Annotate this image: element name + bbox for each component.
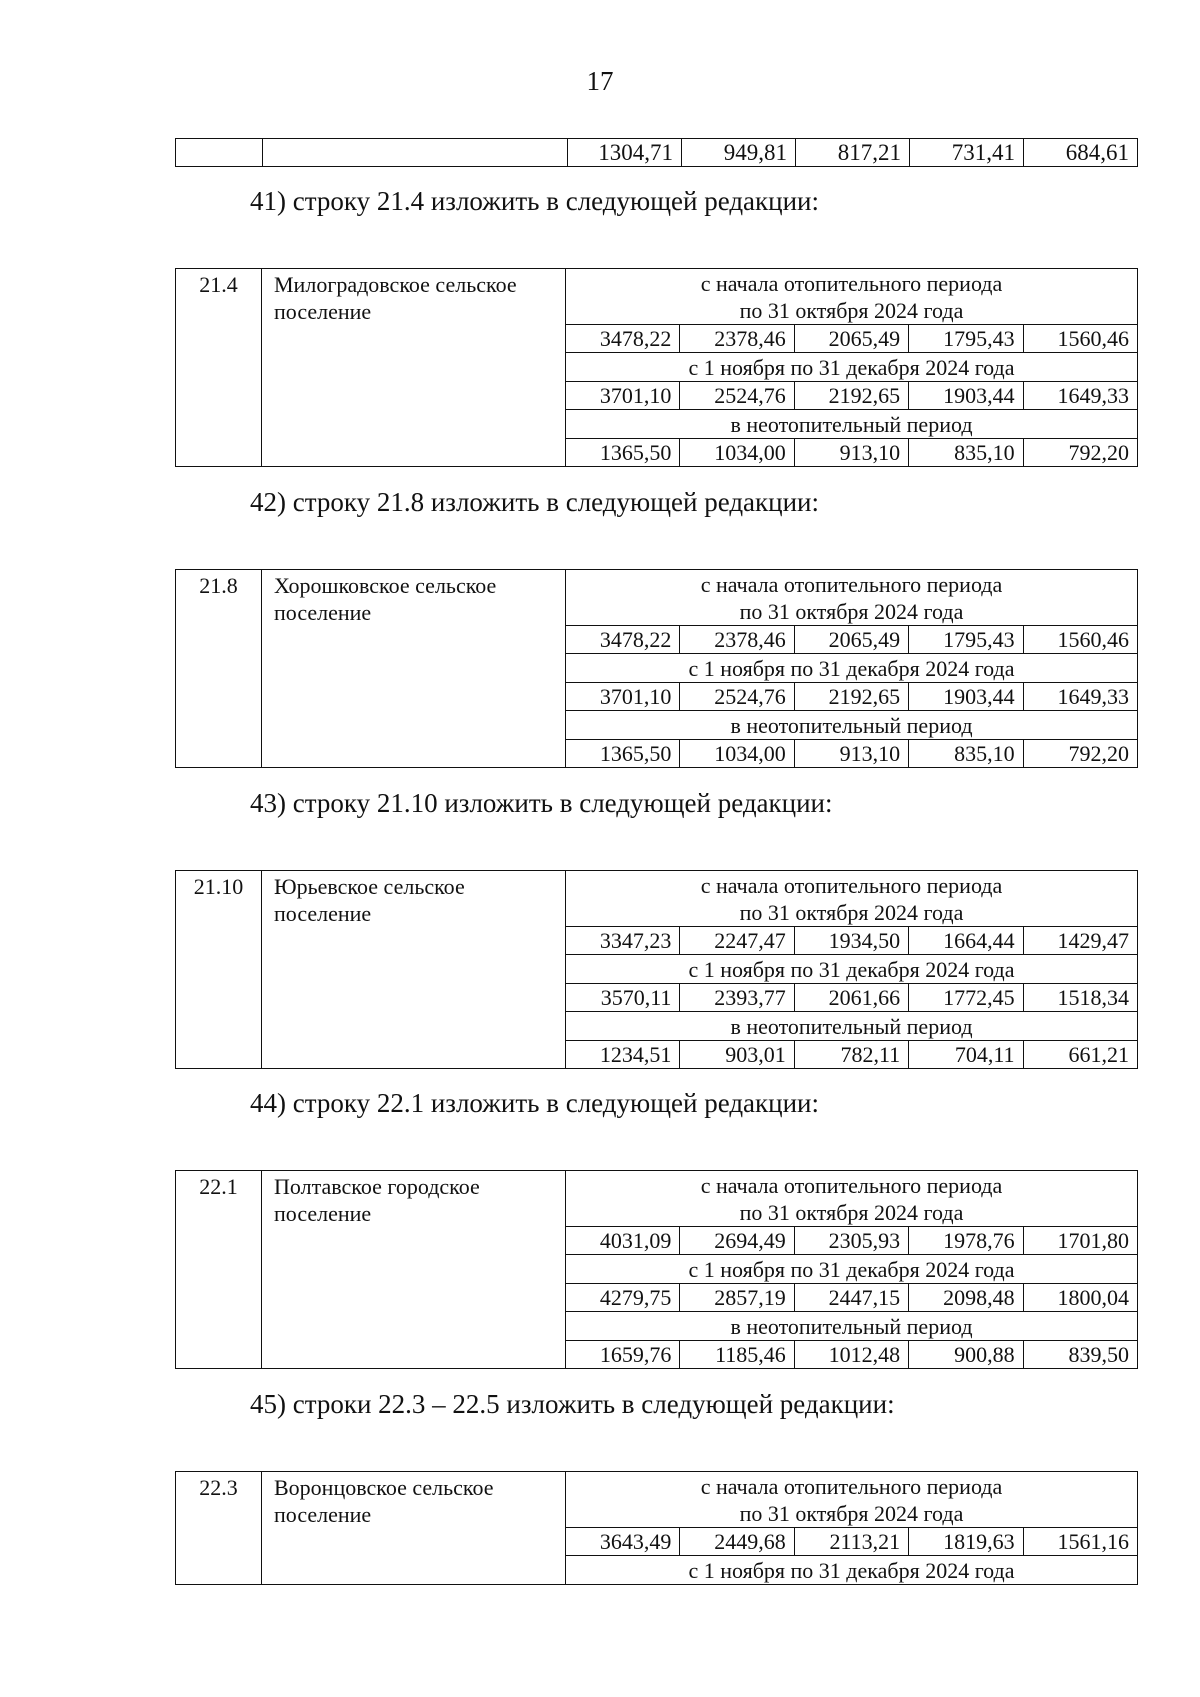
settlement-name [262, 1472, 566, 1585]
value-cell: 1518,34 [1023, 984, 1137, 1012]
value-cell: 2694,49 [680, 1227, 794, 1255]
value-cell: 3478,22 [566, 626, 680, 654]
period-line2: по 31 октября 2024 года [739, 599, 964, 624]
period-line1: с начала отопительного периода [700, 271, 1003, 296]
value-cell: 1903,44 [909, 382, 1023, 410]
period-heating-start [566, 269, 1138, 325]
period-nov-dec: с 1 ноября по 31 декабря 2024 года [566, 353, 1138, 382]
value-cell: 1304,71 [568, 139, 682, 166]
value-cell: 3701,10 [566, 683, 680, 711]
settlement-name-line1: Милоградовское сельское [274, 272, 517, 297]
value-cell: 2065,49 [794, 325, 908, 353]
value-cell: 1800,04 [1023, 1284, 1137, 1312]
period-non-heating: в неотопительный период [566, 410, 1138, 439]
instruction-43: 43) строку 21.10 изложить в следующей редакции: [250, 788, 833, 818]
value-cell: 1772,45 [909, 984, 1023, 1012]
settlement-name [262, 269, 566, 467]
value-cell: 792,20 [1023, 439, 1137, 467]
settlement-name-line2: поселение [274, 299, 372, 324]
value-cell: 949,81 [682, 139, 796, 166]
period-nov-dec: с 1 ноября по 31 декабря 2024 года [566, 1255, 1138, 1284]
settlement-name-line2: поселение [274, 1201, 372, 1226]
table-21-10 [175, 870, 1138, 1069]
settlement-name-line1: Юрьевское сельское [274, 874, 465, 899]
value-cell: 3478,22 [566, 325, 680, 353]
period-heating-start [566, 871, 1138, 927]
row-number: 21.10 [176, 871, 262, 1069]
value-cell: 2449,68 [680, 1528, 794, 1556]
value-cell: 835,10 [909, 740, 1023, 768]
value-cell: 2061,66 [794, 984, 908, 1012]
instruction-44: 44) строку 22.1 изложить в следующей редакции: [250, 1088, 820, 1118]
value-cell: 4031,09 [566, 1227, 680, 1255]
value-cell: 1234,51 [566, 1041, 680, 1069]
continuation-values [568, 139, 1137, 166]
value-cell: 1034,00 [680, 740, 794, 768]
value-cell: 1795,43 [909, 325, 1023, 353]
value-cell: 2247,47 [680, 927, 794, 955]
period-line1: с начала отопительного периода [700, 873, 1003, 898]
value-cell: 913,10 [794, 439, 908, 467]
row-number: 22.3 [176, 1472, 262, 1585]
settlement-name-line1: Полтавское городское [274, 1174, 480, 1199]
period-heating-start [566, 570, 1138, 626]
settlement-name-line1: Хорошковское сельское [274, 573, 497, 598]
value-cell: 2113,21 [794, 1528, 908, 1556]
value-cell: 1185,46 [680, 1341, 794, 1369]
value-cell: 2065,49 [794, 626, 908, 654]
value-cell: 2378,46 [680, 626, 794, 654]
settlement-name-line1: Воронцовское сельское [274, 1475, 494, 1500]
value-cell: 839,50 [1023, 1341, 1137, 1369]
value-cell: 1795,43 [909, 626, 1023, 654]
value-cell: 900,88 [909, 1341, 1023, 1369]
period-line2: по 31 октября 2024 года [739, 298, 964, 323]
period-line2: по 31 октября 2024 года [739, 900, 964, 925]
value-cell: 1903,44 [909, 683, 1023, 711]
value-cell: 2524,76 [680, 382, 794, 410]
settlement-name-line2: поселение [274, 1502, 372, 1527]
value-cell: 2192,65 [794, 683, 908, 711]
value-cell: 3643,49 [566, 1528, 680, 1556]
value-cell: 1659,76 [566, 1341, 680, 1369]
value-cell: 2524,76 [680, 683, 794, 711]
period-non-heating: в неотопительный период [566, 1012, 1138, 1041]
value-cell: 1560,46 [1023, 325, 1137, 353]
value-cell: 1365,50 [566, 439, 680, 467]
value-cell: 782,11 [794, 1041, 908, 1069]
instruction-45: 45) строки 22.3 – 22.5 изложить в следующей редакции: [250, 1389, 895, 1419]
continuation-num-cell [176, 139, 263, 166]
continuation-name-cell [263, 139, 568, 166]
period-line2: по 31 октября 2024 года [739, 1200, 964, 1225]
period-non-heating: в неотопительный период [566, 1312, 1138, 1341]
value-cell: 704,11 [909, 1041, 1023, 1069]
value-cell: 2857,19 [680, 1284, 794, 1312]
period-line1: с начала отопительного периода [700, 1474, 1003, 1499]
value-cell: 684,61 [1065, 140, 1129, 165]
value-cell: 2098,48 [909, 1284, 1023, 1312]
continuation-row [175, 138, 1138, 167]
settlement-name [262, 1171, 566, 1369]
period-line1: с начала отопительного периода [700, 572, 1003, 597]
period-nov-dec: с 1 ноября по 31 декабря 2024 года [566, 955, 1138, 984]
value-cell: 817,21 [796, 139, 910, 166]
value-cell: 835,10 [909, 439, 1023, 467]
value-cell: 913,10 [794, 740, 908, 768]
table-21-8 [175, 569, 1138, 768]
value-cell: 731,41 [910, 139, 1024, 166]
value-cell: 3570,11 [566, 984, 680, 1012]
value-cell: 1429,47 [1023, 927, 1137, 955]
value-cell: 1978,76 [909, 1227, 1023, 1255]
instruction-41: 41) строку 21.4 изложить в следующей редакции: [250, 186, 820, 216]
settlement-name [262, 871, 566, 1069]
row-number: 22.1 [176, 1171, 262, 1369]
value-cell: 2378,46 [680, 325, 794, 353]
value-cell: 1701,80 [1023, 1227, 1137, 1255]
period-nov-dec: с 1 ноября по 31 декабря 2024 года [566, 654, 1138, 683]
table-22-3 [175, 1471, 1138, 1585]
value-cell: 792,20 [1023, 740, 1137, 768]
period-non-heating: в неотопительный период [566, 711, 1138, 740]
value-cell: 1649,33 [1023, 382, 1137, 410]
page-number: 17 [586, 66, 614, 96]
value-cell: 2192,65 [794, 382, 908, 410]
value-cell: 2393,77 [680, 984, 794, 1012]
value-cell: 1664,44 [909, 927, 1023, 955]
settlement-name-line2: поселение [274, 901, 372, 926]
value-cell: 3347,23 [566, 927, 680, 955]
value-cell: 1034,00 [680, 439, 794, 467]
settlement-name-line2: поселение [274, 600, 372, 625]
value-cell: 1012,48 [794, 1341, 908, 1369]
value-cell: 1365,50 [566, 740, 680, 768]
period-heating-start [566, 1171, 1138, 1227]
period-line1: с начала отопительного периода [700, 1173, 1003, 1198]
value-cell: 1560,46 [1023, 626, 1137, 654]
settlement-name [262, 570, 566, 768]
value-cell: 4279,75 [566, 1284, 680, 1312]
row-number: 21.8 [176, 570, 262, 768]
value-cell: 2447,15 [794, 1284, 908, 1312]
value-cell: 661,21 [1023, 1041, 1137, 1069]
period-line2: по 31 октября 2024 года [739, 1501, 964, 1526]
value-cell: 1819,63 [909, 1528, 1023, 1556]
value-cell: 1561,16 [1023, 1528, 1137, 1556]
period-nov-dec: с 1 ноября по 31 декабря 2024 года [566, 1556, 1138, 1585]
value-cell: 3701,10 [566, 382, 680, 410]
table-21-4 [175, 268, 1138, 467]
table-22-1 [175, 1170, 1138, 1369]
value-cell: 903,01 [680, 1041, 794, 1069]
row-number: 21.4 [176, 269, 262, 467]
value-cell: 1934,50 [794, 927, 908, 955]
value-cell: 2305,93 [794, 1227, 908, 1255]
value-cell: 1649,33 [1023, 683, 1137, 711]
period-heating-start [566, 1472, 1138, 1528]
instruction-42: 42) строку 21.8 изложить в следующей редакции: [250, 487, 820, 517]
